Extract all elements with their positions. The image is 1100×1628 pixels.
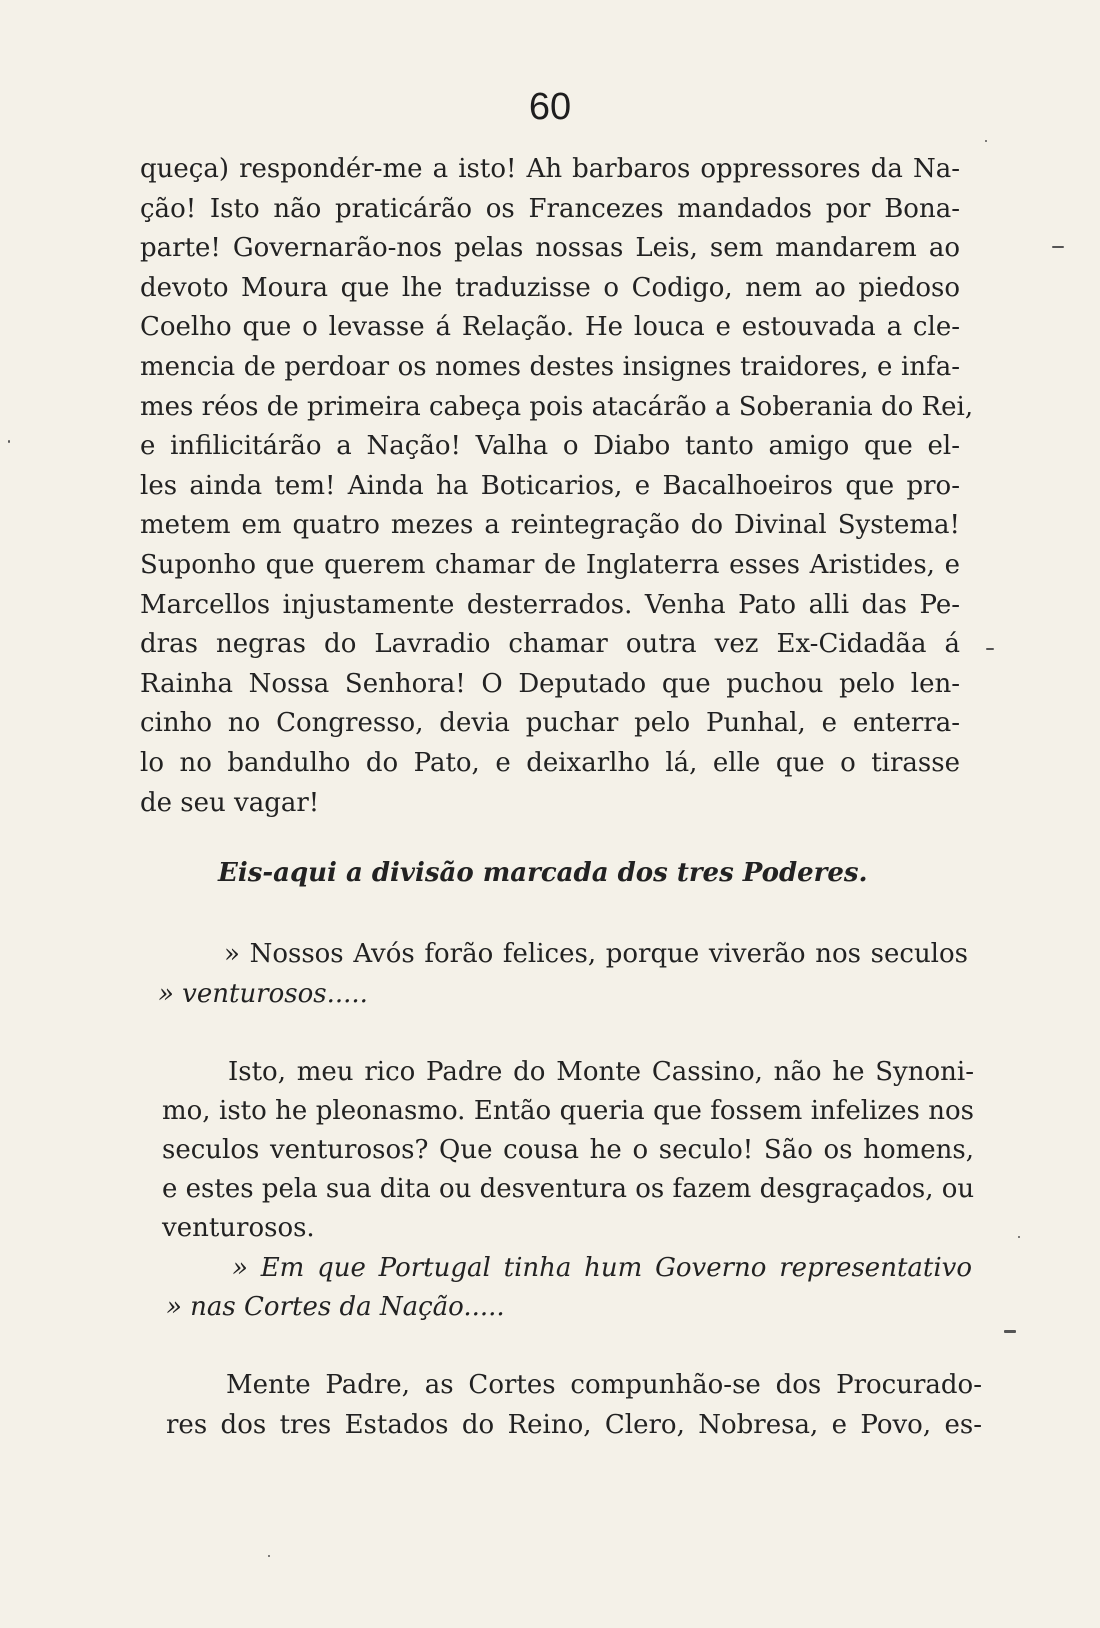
text-line: dras negras do Lavradio chamar outra vez Ex-Cidadãa á — [140, 629, 960, 660]
text-line: lo no bandulho do Pato, e deixarlho lá, elle que o tirasse — [140, 747, 960, 778]
text-line: res dos tres Estados do Reino, Clero, Nobresa, e Povo, es- — [166, 1410, 982, 1440]
text-line: cinho no Congresso, devia puchar pelo Punhal, e enterra- — [140, 708, 960, 739]
text-line: metem em quatro mezes a reintegração do Divinal Systema! — [140, 510, 960, 541]
paragraph-2 — [162, 1053, 974, 1248]
text-line: seculos venturosos? Que cousa he o seculo! São os homens, — [162, 1135, 974, 1165]
quote-line: » Nossos Avós forão felices, porque viverão nos seculos — [224, 939, 968, 969]
text-line: mes réos de primeira cabeça pois atacárão a Soberania do Rei, — [140, 391, 974, 422]
text-line: Coelho que o levasse á Relação. He louca e estouvada a cle- — [140, 312, 960, 343]
text-line: e estes pela sua dita ou desventura os fazem desgraçados, ou — [162, 1174, 975, 1204]
text-line: ção! Isto não praticárão os Francezes mandados por Bona- — [140, 193, 960, 224]
quotation-2 — [166, 1249, 972, 1327]
text-line: les ainda tem! Ainda ha Boticarios, e Bacalhoeiros que pro- — [140, 470, 960, 501]
text-line: Mente Padre, as Cortes compunhão-se dos Procurado- — [226, 1370, 982, 1400]
section-heading: Eis-aqui a divisão marcada dos tres Poderes. — [218, 858, 868, 888]
text-line: Suponho que querem chamar de Inglaterra esses Aristides, e — [140, 549, 960, 580]
text-line: mencia de perdoar os nomes destes insignes traidores, e infa- — [140, 351, 960, 382]
paragraph-1 — [140, 150, 974, 823]
text-line: venturosos. — [162, 1213, 315, 1243]
quote-line: » Em que Portugal tinha hum Governo representativo — [232, 1253, 972, 1283]
text-line: Isto, meu rico Padre do Monte Cassino, não he Synoni- — [228, 1057, 974, 1087]
paragraph-3 — [166, 1365, 982, 1445]
text-line: Rainha Nossa Senhora! O Deputado que puchou pelo len- — [140, 668, 960, 699]
text-line: e infilicitárão a Nação! Valha o Diabo tanto amigo que el- — [140, 431, 960, 462]
text-line: mo, isto he pleonasmo. Então queria que fossem infelizes nos — [162, 1096, 974, 1126]
quote-line: » nas Cortes da Nação..... — [166, 1292, 505, 1322]
quote-line: » venturosos..... — [158, 979, 368, 1009]
quotation-1 — [158, 934, 968, 1014]
text-line: devoto Moura que lhe traduzisse o Codigo, nem ao piedoso — [140, 272, 960, 303]
page-number: 60 — [528, 86, 572, 128]
text-line: queça) respondér-me a isto! Ah barbaros oppressores da Na- — [140, 154, 960, 184]
text-line: parte! Governarão-nos pelas nossas Leis, sem mandarem ao — [140, 233, 960, 264]
text-line: de seu vagar! — [140, 787, 320, 818]
text-line: Marcellos injustamente desterrados. Venha Pato alli das Pe- — [140, 589, 960, 620]
